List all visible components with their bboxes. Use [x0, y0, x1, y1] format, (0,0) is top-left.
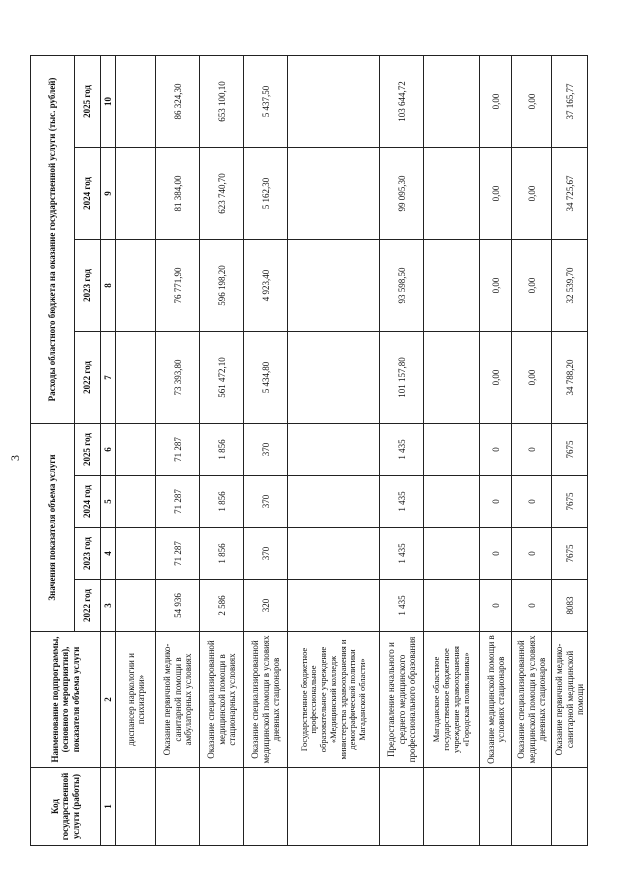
column-number: 7 [101, 331, 116, 423]
cell-value-2025 [424, 423, 480, 475]
cell-budget-2022: 561 472,10 [200, 331, 244, 423]
cell-budget-2025: 37 165,77 [552, 55, 588, 147]
cell-budget-2024: 99 095,30 [380, 147, 424, 239]
table-row [380, 55, 424, 845]
column-number: 3 [101, 580, 116, 632]
cell-value-2024: 7675 [552, 476, 588, 528]
cell-name: Оказание специализированной медицинской помощи в условиях дневных стационаров [244, 632, 288, 768]
cell-name: Оказание специализированной медицинской помощи в условиях дневных стационаров [512, 632, 552, 768]
table-row [552, 55, 588, 845]
column-number: 9 [101, 147, 116, 239]
cell-code [116, 768, 156, 846]
cell-value-2024: 71 287 [156, 476, 200, 528]
header-name: Наименование подпрограммы, (основного мероприятия), показателя объема услуги [31, 632, 101, 768]
cell-code [424, 768, 480, 846]
header-values-group: Значения показателя объема услуги [31, 423, 75, 631]
cell-value-2022: 320 [244, 580, 288, 632]
cell-value-2024 [424, 476, 480, 528]
table-row [156, 55, 200, 845]
cell-value-2024: 0 [512, 476, 552, 528]
cell-value-2022 [288, 580, 380, 632]
cell-budget-2024: 81 384,00 [156, 147, 200, 239]
cell-budget-2024: 0,00 [480, 147, 512, 239]
cell-value-2024: 1 856 [200, 476, 244, 528]
cell-budget-2022: 0,00 [480, 331, 512, 423]
table-row [480, 55, 512, 845]
header-value-2025: 2025 год [75, 423, 101, 475]
cell-value-2025: 370 [244, 423, 288, 475]
cell-value-2025: 7675 [552, 423, 588, 475]
header-budget-2022: 2022 год [75, 331, 101, 423]
table-row [424, 55, 480, 845]
cell-budget-2023 [288, 239, 380, 331]
cell-budget-2025: 0,00 [480, 55, 512, 147]
cell-value-2022 [424, 580, 480, 632]
cell-name: Оказание первичной медико-санитарной медицинской помощи [552, 632, 588, 768]
cell-value-2022: 8083 [552, 580, 588, 632]
cell-value-2022: 0 [480, 580, 512, 632]
header-value-2024: 2024 год [75, 476, 101, 528]
column-number: 8 [101, 239, 116, 331]
header-budget-2025: 2025 год [75, 55, 101, 147]
cell-value-2025 [116, 423, 156, 475]
cell-budget-2022: 34 788,20 [552, 331, 588, 423]
cell-budget-2023 [116, 239, 156, 331]
header-code: Код государственной услуги (работы) [31, 768, 101, 846]
cell-name: Оказание медицинской помощи в условиях стационаров [480, 632, 512, 768]
cell-value-2022: 1 435 [380, 580, 424, 632]
cell-budget-2022 [288, 331, 380, 423]
cell-name: Магаданское областное государственное бюджетное учреждение здравоохранения «Городская поликлиника» [424, 632, 480, 768]
cell-budget-2024 [288, 147, 380, 239]
cell-value-2025: 0 [512, 423, 552, 475]
cell-budget-2023: 76 771,90 [156, 239, 200, 331]
cell-name: Предоставление начального и среднего медицинского профессионального образования [380, 632, 424, 768]
cell-value-2023: 0 [480, 528, 512, 580]
cell-budget-2023: 0,00 [480, 239, 512, 331]
header-budget-group: Расходы областного бюджета на оказание государственной услуги (тыс. рублей) [31, 55, 75, 423]
column-number: 5 [101, 476, 116, 528]
cell-budget-2023: 596 198,20 [200, 239, 244, 331]
cell-value-2023 [424, 528, 480, 580]
cell-budget-2022: 0,00 [512, 331, 552, 423]
cell-code [380, 768, 424, 846]
cell-value-2022: 54 936 [156, 580, 200, 632]
cell-value-2022: 2 586 [200, 580, 244, 632]
cell-budget-2025 [424, 55, 480, 147]
cell-code [512, 768, 552, 846]
cell-value-2023: 370 [244, 528, 288, 580]
table-row [288, 55, 380, 845]
cell-value-2023: 0 [512, 528, 552, 580]
cell-budget-2024: 0,00 [512, 147, 552, 239]
cell-budget-2023: 93 598,50 [380, 239, 424, 331]
cell-value-2024: 370 [244, 476, 288, 528]
cell-budget-2025: 103 644,72 [380, 55, 424, 147]
cell-value-2023 [288, 528, 380, 580]
cell-code [480, 768, 512, 846]
cell-value-2025: 1 856 [200, 423, 244, 475]
table-row [244, 55, 288, 845]
cell-budget-2025 [116, 55, 156, 147]
table-row [200, 55, 244, 845]
cell-code [200, 768, 244, 846]
cell-value-2024 [116, 476, 156, 528]
cell-budget-2024: 5 162,30 [244, 147, 288, 239]
cell-budget-2022: 5 434,80 [244, 331, 288, 423]
cell-budget-2023: 4 923,40 [244, 239, 288, 331]
cell-value-2023: 1 856 [200, 528, 244, 580]
cell-value-2024: 0 [480, 476, 512, 528]
column-number: 6 [101, 423, 116, 475]
cell-budget-2024: 623 740,70 [200, 147, 244, 239]
cell-budget-2025: 86 324,30 [156, 55, 200, 147]
cell-budget-2024 [424, 147, 480, 239]
cell-value-2025: 71 287 [156, 423, 200, 475]
page-number: 3 [8, 455, 22, 461]
cell-value-2022: 0 [512, 580, 552, 632]
cell-value-2023: 1 435 [380, 528, 424, 580]
cell-budget-2022 [116, 331, 156, 423]
column-number: 1 [101, 768, 116, 846]
cell-name: Оказание специализированной медицинской помощи в стационарных условиях [200, 632, 244, 768]
header-budget-2024: 2024 год [75, 147, 101, 239]
cell-budget-2023: 0,00 [512, 239, 552, 331]
cell-budget-2025: 653 100,10 [200, 55, 244, 147]
cell-code [552, 768, 588, 846]
cell-value-2024: 1 435 [380, 476, 424, 528]
cell-budget-2022: 101 157,80 [380, 331, 424, 423]
rotated-page [0, 40, 640, 880]
cell-budget-2024: 34 725,67 [552, 147, 588, 239]
table-row [116, 55, 156, 845]
cell-name: Оказание первичной медико-санитарной помощи в амбулаторных условиях [156, 632, 200, 768]
cell-code [156, 768, 200, 846]
cell-budget-2025: 5 437,50 [244, 55, 288, 147]
cell-budget-2022 [424, 331, 480, 423]
header-budget-2023: 2023 год [75, 239, 101, 331]
header-value-2022: 2022 год [75, 580, 101, 632]
cell-value-2024 [288, 476, 380, 528]
cell-value-2023: 71 287 [156, 528, 200, 580]
cell-code [244, 768, 288, 846]
budget-table [30, 55, 588, 846]
column-number: 4 [101, 528, 116, 580]
cell-name: Государственное бюджетное профессиональное образовательное учреждение «Медицинский колледж министерства здравоохранения и демографической политики Магаданской области» [288, 632, 380, 768]
cell-budget-2022: 73 393,80 [156, 331, 200, 423]
cell-name: диспансер наркологии и психиатрии» [116, 632, 156, 768]
cell-value-2025: 0 [480, 423, 512, 475]
cell-budget-2024 [116, 147, 156, 239]
column-number: 2 [101, 632, 116, 768]
cell-value-2025: 1 435 [380, 423, 424, 475]
cell-budget-2025 [288, 55, 380, 147]
cell-value-2023 [116, 528, 156, 580]
cell-budget-2025: 0,00 [512, 55, 552, 147]
cell-code [288, 768, 380, 846]
cell-budget-2023: 32 539,70 [552, 239, 588, 331]
cell-budget-2023 [424, 239, 480, 331]
header-value-2023: 2023 год [75, 528, 101, 580]
table-row [512, 55, 552, 845]
cell-value-2022 [116, 580, 156, 632]
cell-value-2023: 7675 [552, 528, 588, 580]
cell-value-2025 [288, 423, 380, 475]
column-number: 10 [101, 55, 116, 147]
